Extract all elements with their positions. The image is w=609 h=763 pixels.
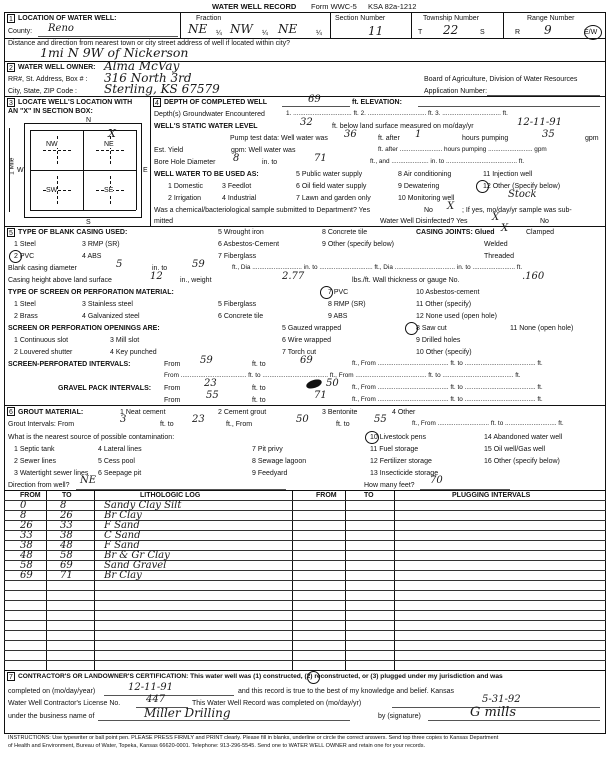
weight-tail: lbs./ft. Wall thickness or gauge No. [352,277,460,284]
diameter-label: Blank casing diameter [8,265,77,272]
grid-line [30,210,136,211]
range-dir: E/W [584,29,598,36]
township-divider [411,12,412,38]
cert-line-1: CONTRACTOR'S OR LANDOWNER'S CERTIFICATION: This water well was (1) constructed, (2) reconstructed, or (3) plugged under my jurisdiction and was [18,673,503,680]
mile-line [9,128,10,212]
grout-1[interactable]: 1 Neat cement [120,409,166,416]
contam-6[interactable]: 6 Seepage pit [98,470,142,477]
height-value[interactable]: 12 [150,271,163,282]
log-to-cell[interactable]: 48 [60,540,73,551]
fraction-2[interactable]: NW [230,22,253,36]
log-desc-cell[interactable]: Br & Gr Clay [104,550,170,561]
chem-no: No [424,207,433,214]
diameter-tail: ft., Dia ............................ in. to .............................. ft., Dia .................................. in. to ........................ ft. [232,264,523,271]
section-divider [330,12,331,38]
chem-tail: ; If yes, mo/day/yr sample was sub- [462,207,572,214]
groundwater-label: Depth(s) Groundwater Encountered [154,111,265,118]
log-row-line [4,530,606,531]
yield-label: Est. Yield [154,147,184,154]
opening-11[interactable]: 11 None (open hole) [510,325,574,332]
board-label: Board of Agriculture, Division of Water Resources [424,76,578,83]
grid-line [30,130,31,210]
use-label: WELL WATER TO BE USED AS: [154,171,259,178]
quadrant-se: SE [104,187,114,194]
height-label: Casing height above land surface [8,277,112,284]
grout-ft-to-1: ft. to [160,421,174,428]
contam-15[interactable]: 15 Oil well/Gas well [484,446,546,453]
log-desc-cell[interactable]: Br Clay [104,570,142,581]
bore-tail: ft., and ..................... in. to ........................................ ft. [370,158,525,165]
casing-3[interactable]: 3 RMP (SR) [82,241,120,248]
perf-label: SCREEN-PERFORATED INTERVALS: [8,361,131,368]
joints-label: CASING JOINTS: Glued [416,229,495,236]
signature-label: by (signature) [378,713,421,720]
gravel-ft-to-2: ft. to [252,397,266,404]
perf-ft-to: ft. to [252,361,266,368]
quarter-2: ¼ [262,30,268,37]
static-level-value[interactable]: 32 [300,117,313,128]
s3-divider [150,96,151,226]
use-11[interactable]: 11 Injection well [483,171,533,178]
west-label: W [17,167,24,174]
s3-label-2: AN "X" IN SECTION BOX: [8,108,93,115]
log-row-line [4,570,606,571]
grid-line [136,130,137,210]
opening-1[interactable]: 1 Continuous slot [14,337,69,344]
use-8[interactable]: 8 Air conditioning [398,171,452,178]
range-prefix: R [515,29,521,36]
grout-3[interactable]: 3 Bentonite [322,409,358,416]
gravel-from-2[interactable]: 55 [206,390,219,401]
gravel-label: GRAVEL PACK INTERVALS: [58,385,152,392]
bore-in-to: in. to [262,159,278,166]
direction-label: Direction from well? [8,482,70,489]
opening-8[interactable]: 8 Saw cut [416,325,447,332]
township-value[interactable]: 22 [443,23,459,37]
grout-to-2[interactable]: 55 [374,414,387,425]
grout-tail: ft., From ............................. ft. to ............................. ft. [412,420,564,427]
pump-hours[interactable]: 1 [415,129,422,140]
diameter-to-value[interactable]: 59 [192,259,205,270]
log-desc-cell[interactable]: Br Clay [104,510,142,521]
bore-label: Bore Hole Diameter [154,159,216,166]
log-desc-cell[interactable]: F Sand [104,520,140,531]
log-to-cell[interactable]: 33 [60,520,73,531]
pump-label: Pump test data: Well water was [230,135,328,142]
ksa-number: KSA 82a-1212 [368,2,417,11]
instructions-line-1: INSTRUCTIONS: Use typewriter or ball point pen. PLEASE PRESS FIRMLY and PRINT clearly. Please fill in blanks, underline or circle the correct answers. Send top three copies to Kansas Department [8,735,499,741]
city-value[interactable]: Sterling, KS 67579 [104,82,220,96]
section-6-number: 6 [7,407,15,416]
casing-label: TYPE OF BLANK CASING USED: [18,229,128,236]
log-to-cell[interactable]: 38 [60,530,73,541]
address-value[interactable]: 316 North 3rd [104,71,192,85]
welded-label: Welded [484,241,508,248]
log-desc-cell[interactable]: Sand Gravel [104,560,167,571]
record-label: This Water Well Record was completed on (mo/day/yr) [192,700,362,707]
log-to-cell[interactable]: 71 [60,570,73,581]
signature[interactable]: G mills [470,705,516,720]
log-to-header: TO [62,492,72,499]
perf-tail-1: ft., From ........................................ ft. to ........................................ ft. [352,360,543,367]
opening-4[interactable]: 4 Key punched [110,349,157,356]
openings-label: SCREEN OR PERFORATION OPENINGS ARE: [8,325,160,332]
log-row-line [4,590,606,591]
screen-2[interactable]: 2 Brass [14,313,38,320]
elevation-underline [418,106,600,107]
disinfected-label: Water Well Disinfected? Yes [380,218,468,225]
casing-7[interactable]: 7 Fiberglass [218,253,257,260]
county-value[interactable]: Reno [48,23,74,34]
perf-from[interactable]: 59 [200,355,213,366]
location-mark: X [108,127,116,140]
chem-mark[interactable]: X [447,201,455,212]
log-row-line [4,620,606,621]
gauge-value[interactable]: .160 [522,271,545,282]
log-row-line [4,580,606,581]
owner-value[interactable]: Alma McVay [104,59,180,73]
bore-value[interactable]: 8 [233,153,240,164]
log-from-header: FROM [20,492,41,499]
section-7-number: 7 [7,672,15,681]
screen-5[interactable]: 5 Fiberglass [218,301,257,308]
license-value[interactable]: 447 [146,694,166,705]
screen-7[interactable]: 7 PVC [328,289,349,296]
gravel-tail-2: ft., From ........................................ ft. to ........................................ ft. [352,396,543,403]
casing-1[interactable]: 1 Steel [14,241,36,248]
plug-intervals-header: PLUGGING INTERVALS [452,492,531,499]
screen-9[interactable]: 9 ABS [328,313,348,320]
screen-7-circle [320,286,333,299]
opening-7[interactable]: 7 Torch cut [282,349,317,356]
perf-from-label: From [164,361,181,368]
cert-line-2b: and this record is true to the best of my knowledge and belief. Kansas [238,688,454,695]
contam-7[interactable]: 7 Pit privy [252,446,283,453]
use-7[interactable]: 7 Lawn and garden only [296,195,371,202]
log-row-line [4,520,606,521]
direction-value[interactable]: NE [80,475,97,486]
log-desc-cell[interactable]: C Sand [104,530,141,541]
screen-1[interactable]: 1 Steel [14,301,36,308]
gravel-ft-to: ft. to [252,385,266,392]
use-2[interactable]: 2 Irrigation [168,195,202,202]
section-number-value[interactable]: 11 [368,24,384,38]
log-to-cell[interactable]: 69 [60,560,73,571]
weight-value[interactable]: 2.77 [282,271,305,282]
fraction-label: Fraction [196,15,222,22]
s2-bottom [4,96,606,97]
disinfected-mark[interactable]: X [492,212,500,223]
contam-9[interactable]: 9 Feedyard [252,470,288,477]
fraction-3[interactable]: NE [278,22,298,36]
threaded-label: Threaded [484,253,514,260]
contam-10[interactable]: 10 Livestock pens [370,434,427,441]
plug-from-header: FROM [316,492,337,499]
static-tail: ft. below land surface measured on mo/day/yr [332,123,474,130]
grout-to-1[interactable]: 23 [192,414,205,425]
use-4[interactable]: 4 Industrial [222,195,257,202]
grid-line [83,130,84,210]
range-value[interactable]: 9 [544,23,552,37]
height-weight: in., weight [180,277,212,284]
grout-ft-to-2: ft. to [336,421,350,428]
pump-ft[interactable]: 36 [344,129,357,140]
constructed-circle [307,671,320,684]
gravel-tail-1: ft., From ........................................ ft. to ........................................ ft. [352,384,543,391]
log-row-line [4,660,606,661]
address-label: RR#, St. Address, Box # : [8,76,88,83]
gravel-from-label-2: From [164,397,181,404]
application-label: Application Number: [424,88,488,95]
gravel-from-1[interactable]: 23 [204,378,217,389]
joints-mark[interactable]: X [501,223,509,234]
log-row-line [4,540,606,541]
quarter-3: ¼ [316,30,322,37]
contam-12[interactable]: 12 Fertilizer storage [370,458,432,465]
log-row-line [4,650,606,651]
grout-2[interactable]: 2 Cement grout [218,409,267,416]
use-5[interactable]: 5 Public water supply [296,171,363,178]
log-to-cell[interactable]: 8 [60,500,67,511]
s1-row-line [4,38,606,39]
s4-bottom [4,226,606,227]
county-label: County: [8,28,33,35]
log-from-cell[interactable]: 26 [20,520,33,531]
north-label: N [86,117,92,124]
opening-3[interactable]: 3 Mill slot [110,337,140,344]
log-bottom [4,670,606,671]
gravel-from-label: From [164,385,181,392]
perf-to[interactable]: 69 [300,355,313,366]
grout-label: GROUT MATERIAL: [18,409,84,416]
depth-value[interactable]: 69 [308,94,321,105]
other-use-value[interactable]: Stock [508,189,537,200]
mile-label: 1 Mile [8,157,16,175]
screen-8[interactable]: 8 RMP (SR) [328,301,366,308]
quadrant-ne: NE [104,141,114,148]
log-from-cell[interactable]: 38 [20,540,33,551]
grout-from-1[interactable]: 3 [120,414,127,425]
opening-10[interactable]: 10 Other (specify) [416,349,472,356]
opening-5[interactable]: 5 Gauzed wrapped [282,325,342,332]
disinfected-no: No [540,218,549,225]
grout-intervals-label: Grout Intervals: From [8,421,75,428]
license-label: Water Well Contractor's License No. [8,700,121,707]
perf-row2: From ..................................... ft. to ..................................... ft., From ........................................ ft. to ........................................ ft. [164,372,521,379]
casing-5[interactable]: 5 Wrought iron [218,229,264,236]
contam-4[interactable]: 4 Lateral lines [98,446,142,453]
distance-value[interactable]: 1mi N 9W of Nickerson [40,45,189,60]
diameter-in-to: in. to [152,265,168,272]
range-divider [503,12,504,38]
section-2-number: 2 [7,63,15,72]
township-prefix: T [418,29,423,36]
gravel-to-2[interactable]: 71 [314,390,327,401]
township-label: Township Number [423,15,480,22]
s2-label: WATER WELL OWNER: [18,64,96,71]
contam-13[interactable]: 13 Insecticide storage [370,470,439,477]
contam-2[interactable]: 2 Sewer lines [14,458,57,465]
city-label: City, State, ZIP Code : [8,88,77,95]
elevation-label: ft. ELEVATION: [352,99,402,106]
s5-bottom [4,405,606,406]
s1-label: LOCATION OF WATER WELL: [18,15,117,22]
screen-11[interactable]: 11 Other (specify) [416,301,472,308]
quadrant-nw: NW [46,141,58,148]
completed-underline [104,695,234,696]
log-row-line [4,640,606,641]
business-label: under the business name of [8,713,95,720]
log-row-line [4,560,606,561]
depth-underline [282,106,350,107]
pump-hours-label: hours pumping [462,135,509,142]
section-5-number: 5 [7,228,15,237]
casing-2-circle [9,250,22,263]
log-from-cell[interactable]: 33 [20,530,33,541]
yield-gpm-label: gpm: Well water was [231,147,296,154]
instructions-line-2: of Health and Environment, Bureau of Water, Topeka, Kansas 66620-0001. Telephone: 913-296-5545. Send one to WATER WELL OWNER and retain one for your records. [8,743,426,749]
casing-8[interactable]: 8 Concrete tile [322,229,368,236]
business-value[interactable]: Miller Drilling [144,706,231,720]
gw-1: 1. ................................. ft. 2. ................................. ft. 3. ................................. ft. [286,110,508,117]
grout-ft-from: ft., From [226,421,253,428]
casing-4[interactable]: 4 ABS [82,253,102,260]
log-to-cell[interactable]: 58 [60,550,73,561]
log-from-cell[interactable]: 48 [20,550,33,561]
contam-11[interactable]: 11 Fuel storage [370,446,419,453]
opening-9[interactable]: 9 Drilled holes [416,337,461,344]
contam-5[interactable]: 5 Cess pool [98,458,135,465]
clamped-label: Clamped [526,229,555,236]
contam-14[interactable]: 14 Abandoned water well [484,434,563,441]
township-dir: S [480,29,485,36]
opening-8-circle [405,322,418,335]
screen-10[interactable]: 10 Asbestos-cement [416,289,480,296]
log-row-line [4,500,606,501]
signature-underline [428,720,600,721]
distance-label: Distance and direction from nearest town or city street address of well if located within city? [8,40,291,47]
gravel-to-1[interactable]: 50 [326,378,339,389]
log-from-cell[interactable]: 8 [20,510,27,521]
s3-label: LOCATE WELL'S LOCATION WITH [18,99,133,106]
opening-2[interactable]: 2 Louvered shutter [14,349,73,356]
contam-3[interactable]: 3 Watertight sewer lines [14,470,89,477]
use-9[interactable]: 9 Dewatering [398,183,440,190]
screen-label: TYPE OF SCREEN OR PERFORATION MATERIAL: [8,289,174,296]
log-row-line [4,600,606,601]
use-6[interactable]: 6 Oil field water supply [296,183,367,190]
howmany-label: How many feet? [364,482,415,489]
county-underline [38,36,178,37]
screen-4[interactable]: 4 Galvanized steel [82,313,140,320]
screen-3[interactable]: 3 Stainless steel [82,301,133,308]
section-1-number: 1 [7,14,15,23]
contam-8[interactable]: 8 Sewage lagoon [252,458,307,465]
section-number-label: Section Number [335,15,386,22]
contam-16[interactable]: 16 Other (specify below) [484,458,560,465]
log-from-cell[interactable]: 69 [20,570,33,581]
use-12-circle [476,180,489,193]
static-level-label: WELL'S STATIC WATER LEVEL [154,123,258,130]
s1-divider [180,12,181,38]
contam-10-circle [365,431,379,444]
log-desc-cell[interactable]: F Sand [104,540,140,551]
contam-1[interactable]: 1 Septic tank [14,446,55,453]
plug-to-header: TO [364,492,374,499]
log-desc-cell[interactable]: Sandy Clay Silt [104,500,182,511]
use-1[interactable]: 1 Domestic [168,183,204,190]
s1-bottom [4,61,606,62]
fraction-1[interactable]: NE [188,22,208,36]
quadrant-sw: SW [46,187,58,194]
pump-after: ft. after [378,135,400,142]
yield-tail: ft. after ........................ hours pumping ......................... gpm [378,146,547,153]
business-underline [98,720,350,721]
east-label: E [143,167,148,174]
log-to-cell[interactable]: 26 [60,510,73,521]
log-row-line [4,550,606,551]
pump-gpm[interactable]: 35 [542,129,555,140]
use-12[interactable]: 12 Other (Specify below) [483,183,561,190]
section-3-number: 3 [7,98,15,107]
casing-6[interactable]: 6 Asbestos-Cement [218,241,280,248]
log-row-line [4,630,606,631]
form-number: Form WWC-5 [311,2,357,11]
south-label: S [86,219,91,226]
log-from-cell[interactable]: 0 [20,500,27,511]
opening-6[interactable]: 6 Wire wrapped [282,337,332,344]
screen-6[interactable]: 6 Concrete tile [218,313,264,320]
casing-2[interactable]: 2 PVC [14,253,35,260]
log-row-line [4,510,606,511]
screen-12[interactable]: 12 None used (open hole) [416,313,497,320]
form-title: WATER WELL RECORD [212,2,297,11]
quarter-1: ¼ [216,30,222,37]
log-from-cell[interactable]: 58 [20,560,33,571]
bore-to-value[interactable]: 71 [314,153,327,164]
record-date[interactable]: 5-31-92 [482,694,521,705]
casing-9[interactable]: 9 Other (specify below) [322,241,394,248]
use-3[interactable]: 3 Feedlot [222,183,252,190]
depth-label: DEPTH OF COMPLETED WELL [164,99,268,106]
grout-4[interactable]: 4 Other [392,409,416,416]
use-10[interactable]: 10 Monitoring well [398,195,455,202]
grout-from-2[interactable]: 50 [296,414,309,425]
howmany-value[interactable]: 70 [430,475,443,486]
log-litho-header: LITHOLOGIC LOG [140,492,201,499]
diameter-value[interactable]: 5 [116,259,123,270]
range-label: Range Number [527,15,575,22]
gpm-label: gpm [585,135,599,142]
completed-value[interactable]: 12-11-91 [128,682,173,693]
contam-label: What is the nearest source of possible contamination: [8,434,175,441]
log-row-line [4,610,606,611]
static-date[interactable]: 12-11-91 [517,117,562,128]
completed-label: completed on (mo/day/year) [8,688,96,695]
mitted-label: mitted [154,218,174,225]
chem-label: Was a chemical/bacteriological sample submitted to Department? Yes [154,207,371,214]
section-4-number: 4 [153,98,161,107]
